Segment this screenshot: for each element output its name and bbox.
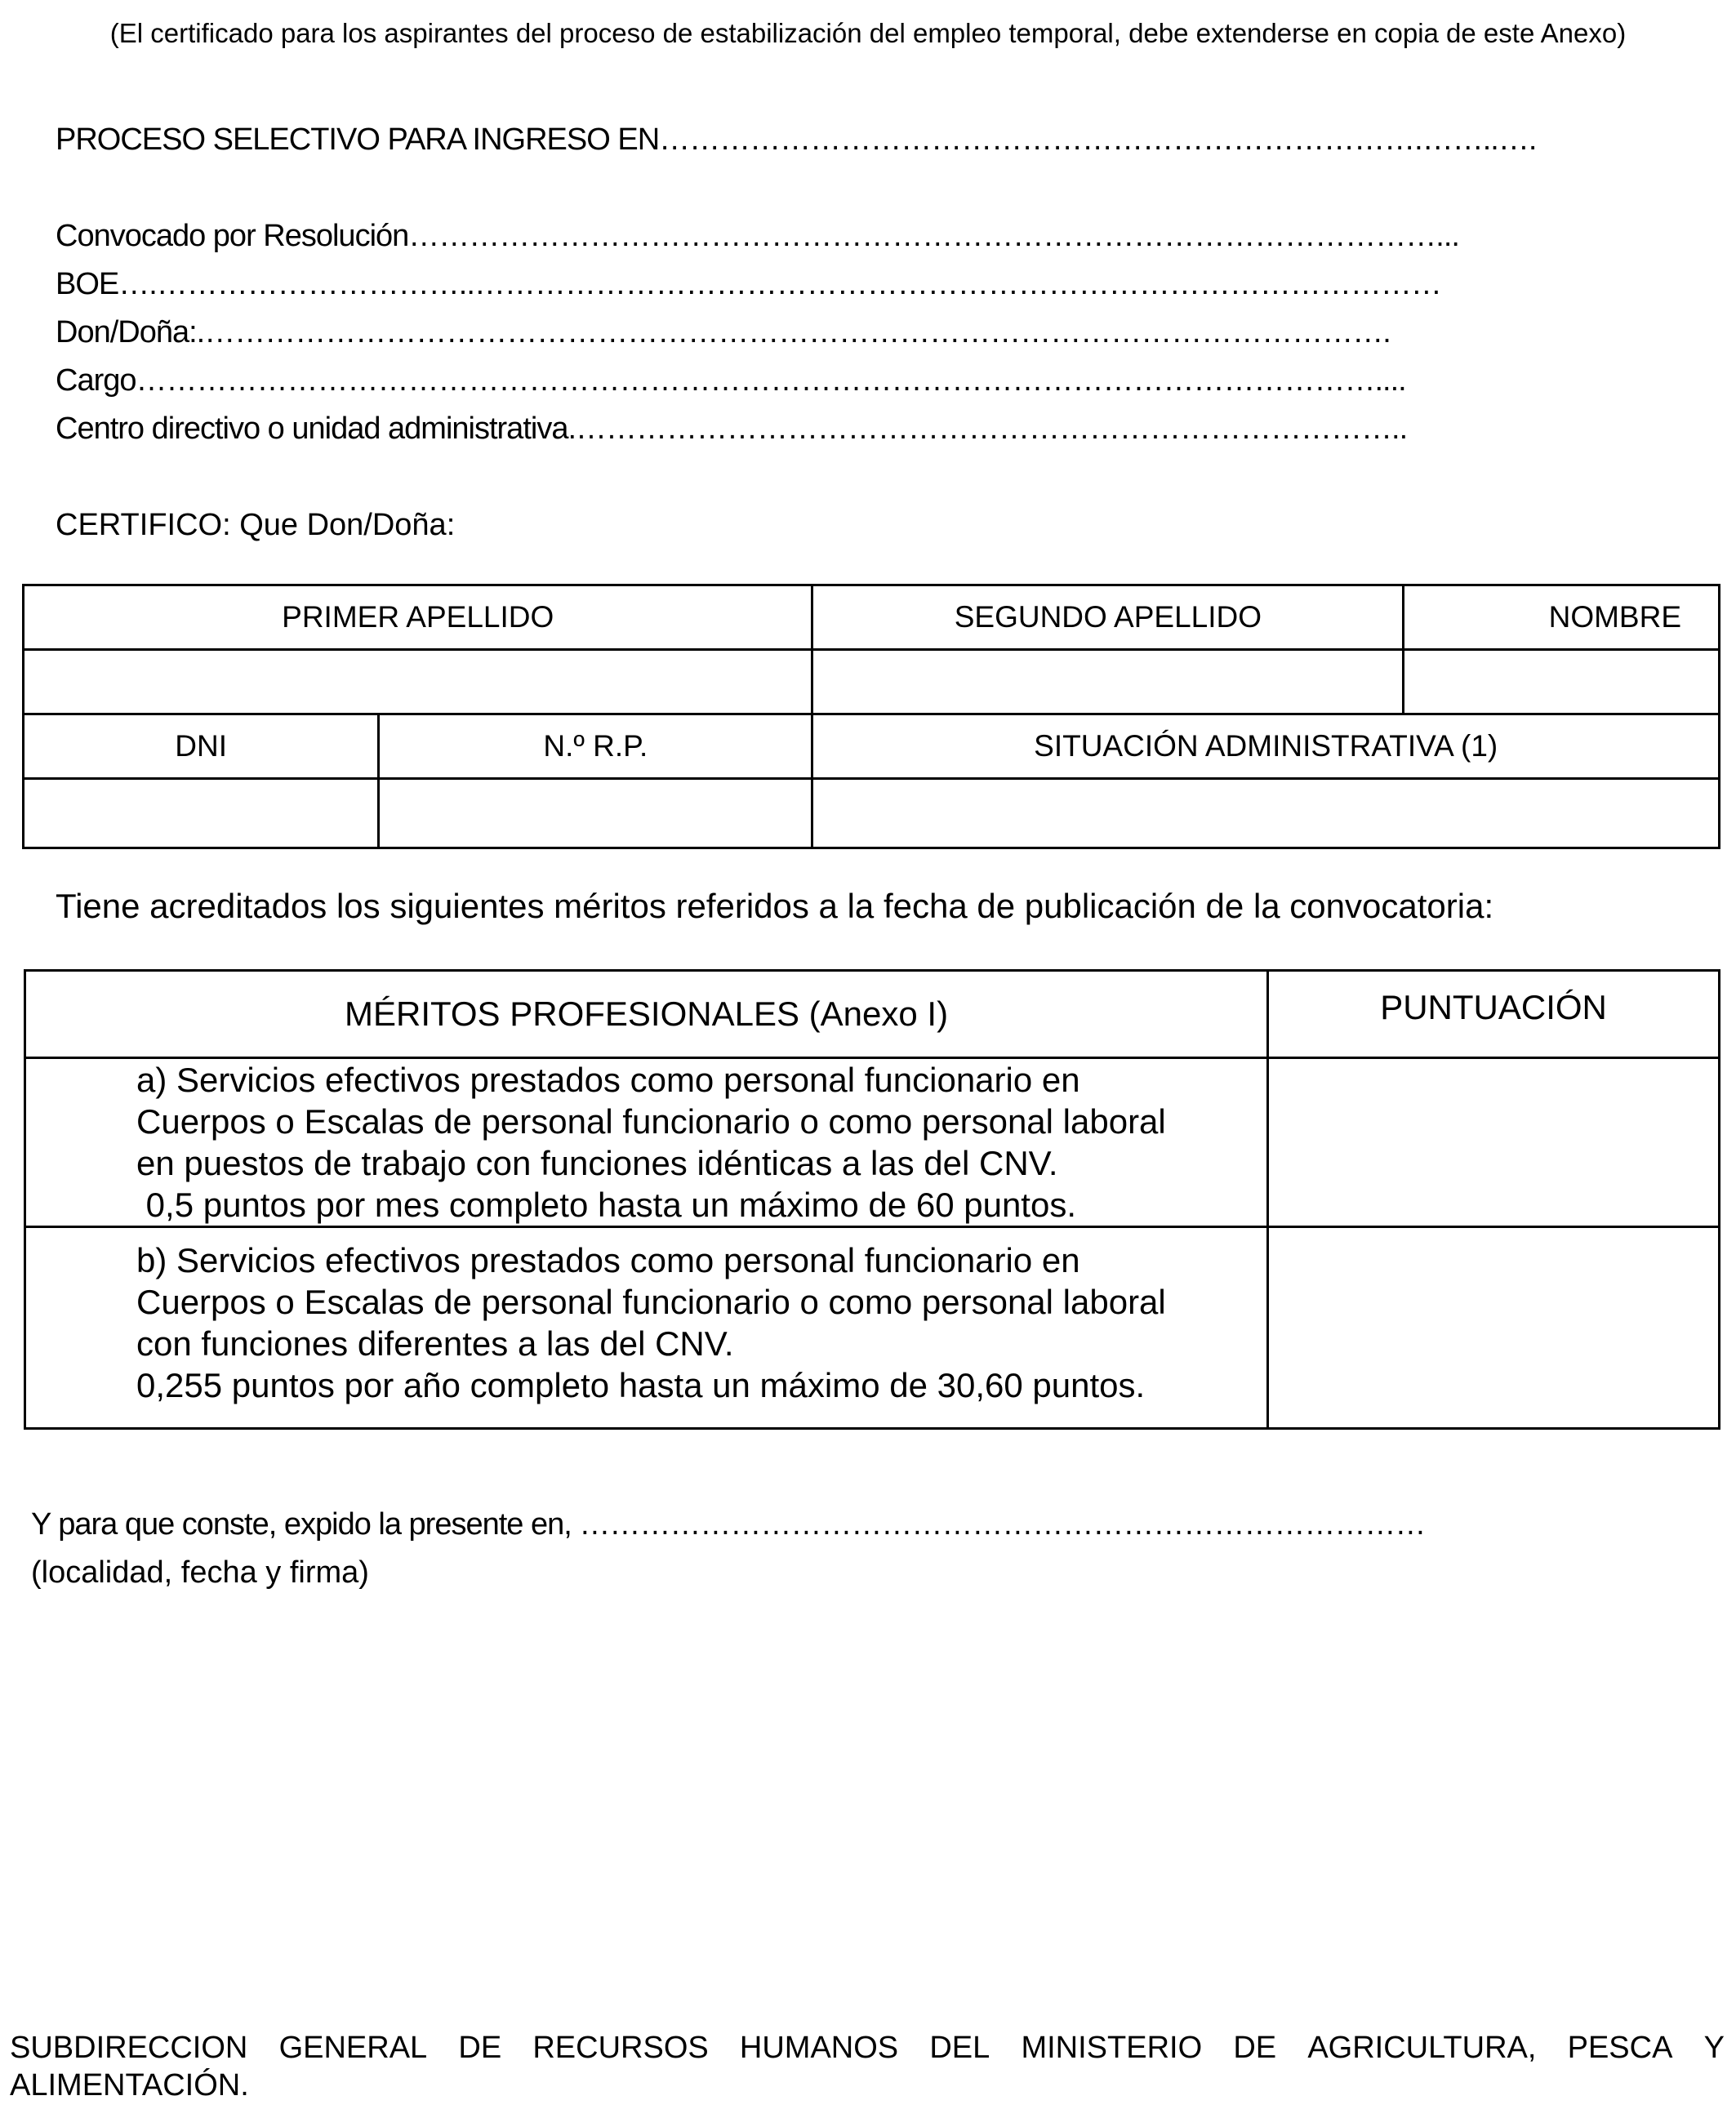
- situacion-cell[interactable]: [812, 779, 1720, 848]
- centro-directivo-field: Centro directivo o unidad administrativa.………………………………………………………………………..: [56, 412, 1408, 446]
- footer-word: SUBDIRECCION: [10, 2031, 248, 2065]
- meritos-table: [24, 969, 1720, 1430]
- merito-a-line: 0,5 puntos por mes completo hasta un máximo de 60 puntos.: [136, 1186, 1077, 1224]
- nombre-cell[interactable]: [1404, 650, 1720, 714]
- footer-word: GENERAL: [278, 2031, 428, 2065]
- merito-b-line: Cuerpos o Escalas de personal funcionario o como personal laboral: [136, 1283, 1166, 1321]
- dni-cell[interactable]: [24, 779, 379, 848]
- merito-a-line: Cuerpos o Escalas de personal funcionario o como personal laboral: [136, 1102, 1166, 1141]
- footer-word: Y: [1703, 2031, 1725, 2065]
- identity-table: [22, 584, 1720, 849]
- footer-word: RECURSOS: [532, 2031, 709, 2065]
- meritos-lead: Tiene acreditados los siguientes méritos referidos a la fecha de publicación de la convocatoria:: [56, 887, 1494, 925]
- footer-word: HUMANOS: [739, 2031, 899, 2065]
- merito-b: [25, 1227, 1268, 1429]
- footer-word: DEL: [929, 2031, 990, 2065]
- footer-word: PESCA: [1567, 2031, 1673, 2065]
- nrp-cell[interactable]: [379, 779, 812, 848]
- situacion-header: SITUACIÓN ADMINISTRATIVA (1): [812, 714, 1720, 779]
- segundo-apellido-cell[interactable]: [812, 650, 1404, 714]
- puntuacion-a-cell[interactable]: [1268, 1058, 1720, 1227]
- footer-word: DE: [1233, 2031, 1277, 2065]
- footer-word: AGRICULTURA,: [1307, 2031, 1537, 2065]
- footer-line-1: [10, 2029, 1725, 2067]
- merito-a: [25, 1058, 1268, 1227]
- dni-header: DNI: [24, 714, 379, 779]
- primer-apellido-cell[interactable]: [24, 650, 812, 714]
- cargo-field: Cargo……………………………………………………………………………………………………………....: [56, 363, 1406, 398]
- footer: [10, 2029, 1725, 2104]
- merito-b-line: b) Servicios efectivos prestados como personal funcionario en: [136, 1241, 1080, 1279]
- puntuacion-header: PUNTUACIÓN: [1268, 971, 1720, 1058]
- closing-line: Y para que conste, expido la presente en, …………………………………………………………………………: [31, 1507, 1426, 1542]
- certifico-label: CERTIFICO: Que Don/Doña:: [56, 508, 456, 542]
- closing-hint: (localidad, fecha y firma): [31, 1555, 369, 1590]
- footer-word: DE: [458, 2031, 502, 2065]
- merito-a-line: a) Servicios efectivos prestados como personal funcionario en: [136, 1061, 1080, 1099]
- proceso-selectivo-field: PROCESO SELECTIVO PARA INGRESO EN………………………………………………………………….……..….: [56, 122, 1537, 157]
- meritos-header: MÉRITOS PROFESIONALES (Anexo I): [25, 971, 1268, 1058]
- primer-apellido-header: PRIMER APELLIDO: [24, 585, 812, 650]
- convocado-field: Convocado por Resolución…………………………………………………………………………………………...: [56, 219, 1459, 253]
- footer-line-2: ALIMENTACIÓN.: [10, 2068, 249, 2102]
- nrp-header: N.º R.P.: [379, 714, 812, 779]
- puntuacion-b-cell[interactable]: [1268, 1227, 1720, 1429]
- merito-a-line: en puestos de trabajo con funciones idénticas a las del CNV.: [136, 1144, 1058, 1182]
- header-note: (El certificado para los aspirantes del proceso de estabilización del empleo temporal, debe extenderse en copia de este Anexo): [109, 18, 1627, 48]
- don-dona-field: Don/Doña:.……………………………………………………………………………………………………….: [56, 315, 1391, 349]
- segundo-apellido-header: SEGUNDO APELLIDO: [812, 585, 1404, 650]
- footer-word: MINISTERIO: [1021, 2031, 1203, 2065]
- nombre-header: NOMBRE: [1404, 585, 1720, 650]
- merito-b-line: 0,255 puntos por año completo hasta un máximo de 30,60 puntos.: [136, 1366, 1146, 1404]
- boe-field: BOE….…………………………..……………………………………………………………………………………: [56, 267, 1441, 301]
- merito-b-line: con funciones diferentes a las del CNV.: [136, 1324, 734, 1363]
